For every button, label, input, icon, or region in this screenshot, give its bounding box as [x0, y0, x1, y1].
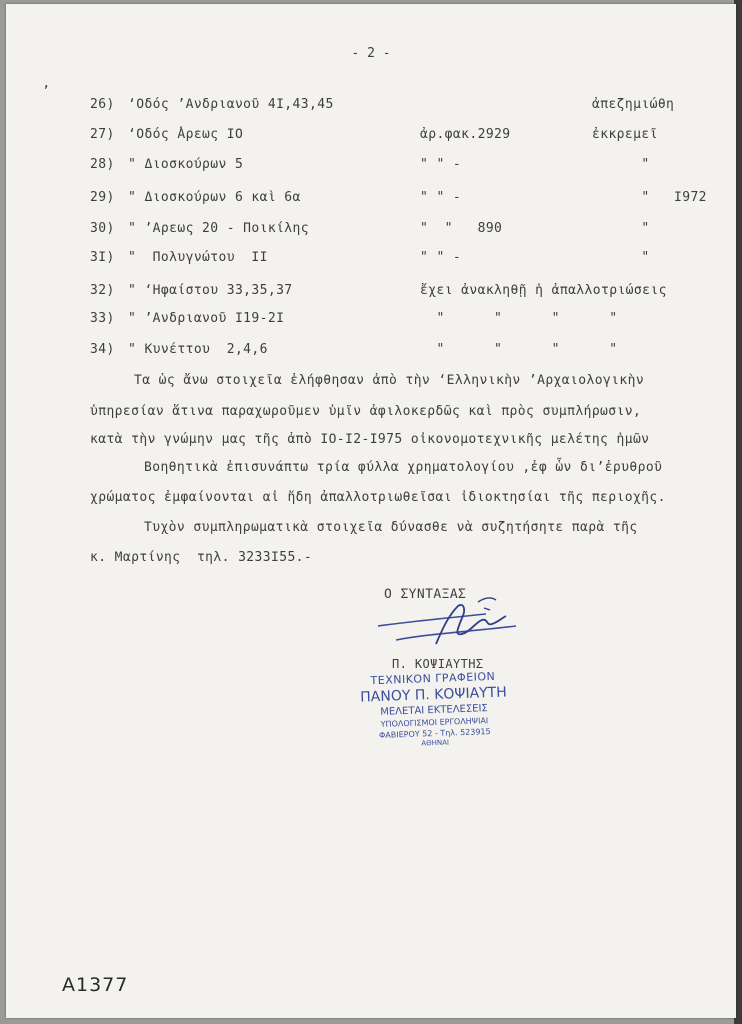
paragraph-line-5: χρώματος ἐμφαίνονται αἱ ἤδη ἀπαλλοτριωθεῖσαι ἰδιοκτησίαι τῆς περιοχῆς.: [90, 490, 666, 505]
row-status: ": [592, 190, 650, 205]
document-page: [6, 4, 736, 1018]
office-stamp: [333, 669, 535, 751]
row-street: ‘Οδός ̓Αρεως ΙΟ: [128, 127, 244, 142]
list-row-27: [90, 127, 730, 145]
list-row-33: [90, 311, 730, 329]
row-number: 32): [90, 283, 115, 298]
paragraph-line-3: κατὰ τὴν γνώμην μας τῆς ἀπὸ ΙΟ-Ι2-Ι975 οἰκονομοτεχνικῆς μελέτης ἡμῶν: [90, 432, 650, 447]
row-street: " Κυνέττου 2,4,6: [128, 342, 268, 357]
handwritten-signature: [366, 592, 536, 658]
row-street: " Πολυγνώτου ΙΙ: [128, 250, 268, 265]
row-reference: " " " ": [420, 342, 618, 357]
paragraph-line-1: Τα ὡς ἄνω στοιχεῖα ἐλήφθησαν ἀπὸ τὴν ‘Ελληνικὴν ’Αρχαιολογικὴν: [134, 373, 645, 388]
signatory-title: Ο ΣΥΝΤΑΞΑΣ: [384, 587, 467, 602]
row-number: 26): [90, 97, 115, 112]
row-status: ": [592, 221, 650, 236]
row-street: " ’Αρεως 20 - Ποικίλης: [128, 221, 309, 236]
row-status: ": [592, 157, 650, 172]
row-street: " ‘Ηφαίστου 33,35,37: [128, 283, 293, 298]
page-number: - 2 -: [351, 46, 391, 61]
stamp-line-5: ΦΑΒΙΕΡΟΥ 52 - Τηλ. 523915: [378, 727, 491, 740]
list-row-26: [90, 97, 730, 115]
stamp-line-1: ΤΕΧΝΙΚΟΝ ΓΡΑΦΕΙΟΝ: [370, 669, 496, 688]
stamp-line-6: ΑΘΗΝΑΙ: [421, 738, 450, 748]
row-reference: " " -: [420, 250, 462, 265]
list-row-32: [90, 283, 730, 301]
row-reference: " " -: [420, 157, 462, 172]
stamp-line-3: ΜΕΛΕΤΑΙ ΕΚΤΕΛΕΣΕΙΣ: [380, 703, 488, 718]
row-reference: " " " ": [420, 311, 618, 326]
row-status: ἐκκρεμεῖ: [592, 127, 658, 142]
list-row-34: [90, 342, 730, 360]
signatory-name: Π. ΚΟΨΙΑΥΤΗΣ: [392, 657, 484, 671]
row-reference: ἔχει ἀνακληθῇ ἡ ἀπαλλοτριώσεις: [420, 283, 667, 298]
row-status: ": [592, 250, 650, 265]
row-number: 33): [90, 311, 115, 326]
row-number: 28): [90, 157, 115, 172]
row-number: 29): [90, 190, 115, 205]
row-status: ἀπεζημιώθη: [592, 97, 675, 112]
row-reference: " " 890: [420, 221, 503, 236]
list-row-29: [90, 190, 730, 208]
paragraph-line-7: κ. Μαρτίνης τηλ. 3233Ι55.-: [90, 550, 313, 565]
row-number: 27): [90, 127, 115, 142]
list-row-31: [90, 250, 730, 268]
row-street: ‘Οδός ’Ανδριανοῦ 4Ι,43,45: [128, 97, 334, 112]
row-year: Ι972: [674, 190, 707, 205]
row-number: 3Ι): [90, 250, 115, 265]
stamp-line-4: ΥΠΟΛΟΓΙΣΜΟΙ ΕΡΓΟΛΗΨΙΑΙ: [380, 716, 489, 729]
row-street: " Διοσκούρων 6 καὶ 6α: [128, 190, 301, 205]
list-row-28: [90, 157, 730, 175]
list-row-30: [90, 221, 730, 239]
row-number: 30): [90, 221, 115, 236]
stamp-line-2: ΠΑΝΟΥ Π. ΚΟΨΙΑΥΤΗ: [359, 684, 508, 706]
row-reference: ἀρ.φακ.2929: [420, 127, 511, 142]
paragraph-line-6: Τυχὸν συμπληρωματικὰ στοιχεῖα δύνασθε νὰ συζητήσητε παρὰ τῆς: [144, 520, 638, 535]
row-street: " Διοσκούρων 5: [128, 157, 244, 172]
paragraph-line-2: ὑπηρεσίαν ἅτινα παραχωροῦμεν ὑμῖν ἀφιλοκερδῶς καὶ πρὸς συμπλήρωσιν,: [90, 404, 642, 419]
row-number: 34): [90, 342, 115, 357]
archive-code: A1377: [62, 974, 129, 996]
paragraph-line-4: Βοηθητικὰ ἐπισυνάπτω τρία φύλλα χρηματολογίου ,ἐφ ὧν δι’ἐρυθροῦ: [144, 460, 663, 475]
row-reference: " " -: [420, 190, 462, 205]
margin-mark: ’: [42, 84, 51, 99]
row-street: " ’Ανδριανοῦ Ι19-2Ι: [128, 311, 285, 326]
